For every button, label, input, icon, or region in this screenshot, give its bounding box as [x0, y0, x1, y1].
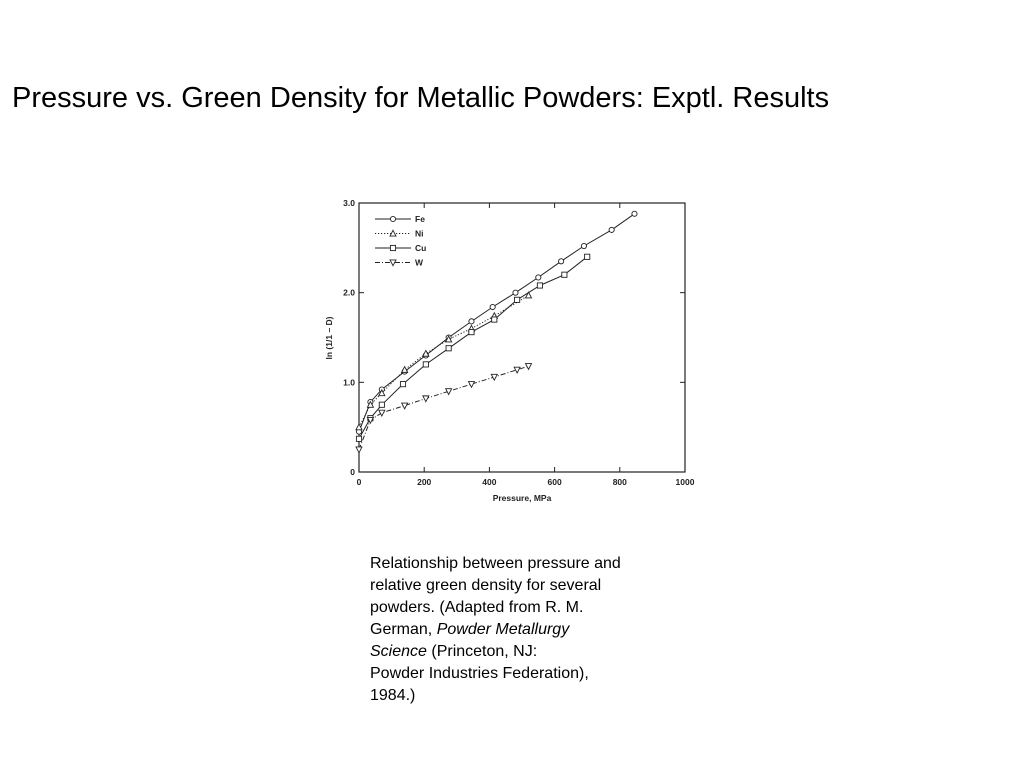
slide-title: Pressure vs. Green Density for Metallic Powders: Exptl. Results [12, 82, 830, 114]
series-lines [359, 214, 635, 450]
data-point-fe [609, 227, 614, 232]
x-tick-label: 600 [547, 477, 562, 487]
caption-book-title: Science [370, 643, 427, 660]
caption-line: 1984.) [370, 687, 416, 704]
data-point-fe [513, 290, 518, 295]
data-point-fe [469, 319, 474, 324]
figure-caption [370, 553, 690, 707]
caption-line: Relationship between pressure and [370, 555, 621, 572]
data-point-cu [423, 362, 428, 367]
data-point-fe [490, 304, 495, 309]
data-point-cu [446, 346, 451, 351]
legend-marker-cu [390, 245, 395, 250]
data-point-ni [526, 292, 532, 298]
series-markers [356, 211, 637, 453]
x-tick-label: 400 [482, 477, 497, 487]
y-tick-label: 2.0 [343, 287, 355, 298]
axis-ticks [343, 198, 695, 487]
caption-line [370, 619, 690, 641]
y-axis-label: ln (1/1 – D) [324, 316, 334, 360]
caption-text: (Princeton, NJ: [426, 643, 538, 660]
series-line-cu [359, 257, 587, 439]
x-axis-label: Pressure, MPa [492, 493, 552, 503]
legend-label-cu: Cu [415, 243, 427, 253]
data-point-w [423, 396, 429, 402]
y-tick-label: 0 [350, 467, 355, 477]
data-point-w [514, 367, 520, 373]
plot-frame [359, 203, 685, 472]
series-line-fe [359, 214, 635, 432]
data-point-fe [581, 243, 586, 248]
data-point-fe [559, 259, 564, 264]
data-point-fe [536, 275, 541, 280]
x-tick-label: 800 [612, 477, 627, 487]
data-point-fe [632, 211, 637, 216]
legend-marker-fe [390, 216, 395, 221]
caption-line [370, 641, 690, 663]
y-tick-label: 3.0 [343, 198, 355, 208]
x-tick-label: 0 [356, 477, 362, 487]
data-point-w [379, 410, 385, 416]
caption-book-title: Powder Metallurgy [436, 621, 570, 638]
legend-label-ni: Ni [415, 228, 424, 239]
caption-line: relative green density for several [370, 577, 602, 594]
x-tick-label: 200 [417, 477, 432, 487]
x-tick-label: 1000 [675, 477, 695, 487]
data-point-cu [492, 317, 497, 322]
data-point-w [356, 447, 362, 453]
chart [300, 180, 720, 510]
data-point-cu [537, 283, 542, 288]
data-point-cu [562, 272, 567, 277]
caption-line: powders. (Adapted from R. M. [370, 599, 584, 616]
data-point-cu [400, 382, 405, 387]
caption-line: Powder Industries Federation), [370, 665, 589, 682]
data-point-cu [379, 402, 384, 407]
data-point-cu [585, 254, 590, 259]
legend-label-w: W [415, 257, 424, 268]
series-line-w [359, 366, 529, 449]
y-tick-label: 1.0 [343, 377, 355, 388]
data-point-cu [469, 330, 474, 335]
data-point-cu [515, 297, 520, 302]
legend [375, 214, 426, 268]
caption-text: German, [370, 621, 437, 638]
legend-label-fe: Fe [415, 214, 425, 224]
data-point-cu [356, 436, 361, 441]
